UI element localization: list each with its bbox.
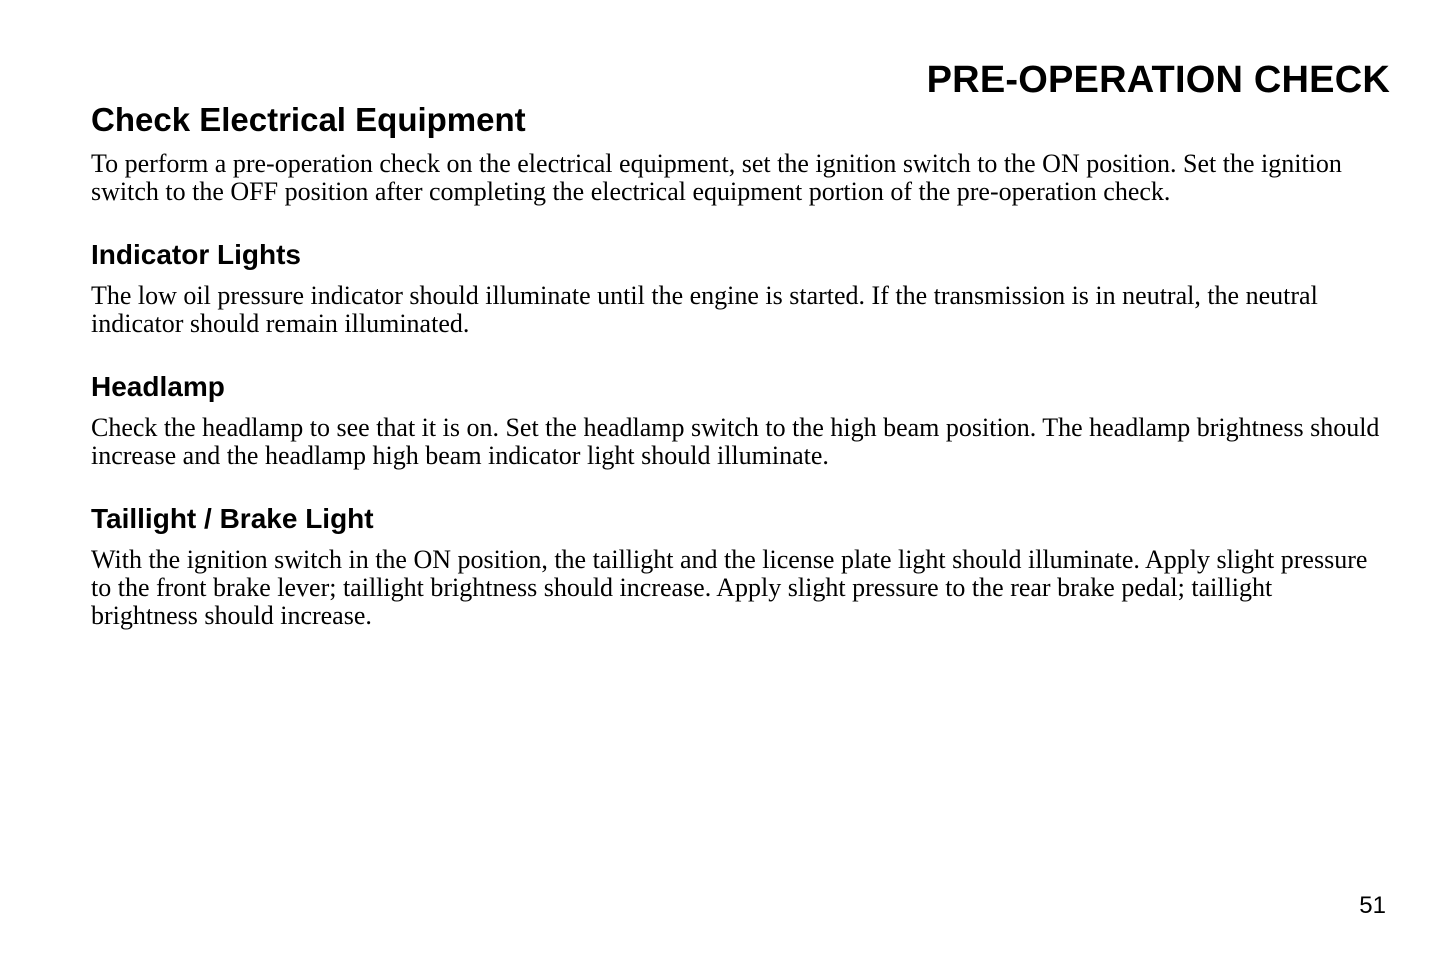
subsection-title: Taillight / Brake Light xyxy=(91,503,374,534)
subsection-body: With the ignition switch in the ON position, the taillight and the license plate light should illuminate. Apply slight pressure to the front brake lever; taillight brightness should increase. Apply slight pressure to the rear brake pedal; taillight brightness should increase. xyxy=(91,545,1368,630)
page-number: 51 xyxy=(1359,892,1386,919)
subsection-body: Check the headlamp to see that it is on. Set the headlamp switch to the high beam position. The headlamp brightness should increase and the headlamp high beam indicator light should illuminate. xyxy=(91,413,1380,470)
section-intro: To perform a pre-operation check on the electrical equipment, set the ignition switch to the ON position. Set the ignition switch to the OFF position after completing the electrical equipment portion of the pre-operation check. xyxy=(91,149,1342,206)
section-check-electrical-equipment xyxy=(91,100,1381,206)
subsection-headlamp xyxy=(91,370,1381,470)
subsection-indicator-lights xyxy=(91,238,1381,338)
section-title: Check Electrical Equipment xyxy=(91,101,526,138)
page-header-title: PRE-OPERATION CHECK xyxy=(926,59,1390,101)
subsection-taillight-brake-light xyxy=(91,502,1381,630)
subsection-title: Indicator Lights xyxy=(91,239,301,270)
subsection-title: Headlamp xyxy=(91,371,225,402)
subsection-body: The low oil pressure indicator should illuminate until the engine is started. If the transmission is in neutral, the neutral indicator should remain illuminated. xyxy=(91,281,1318,338)
main-content xyxy=(91,100,1381,630)
